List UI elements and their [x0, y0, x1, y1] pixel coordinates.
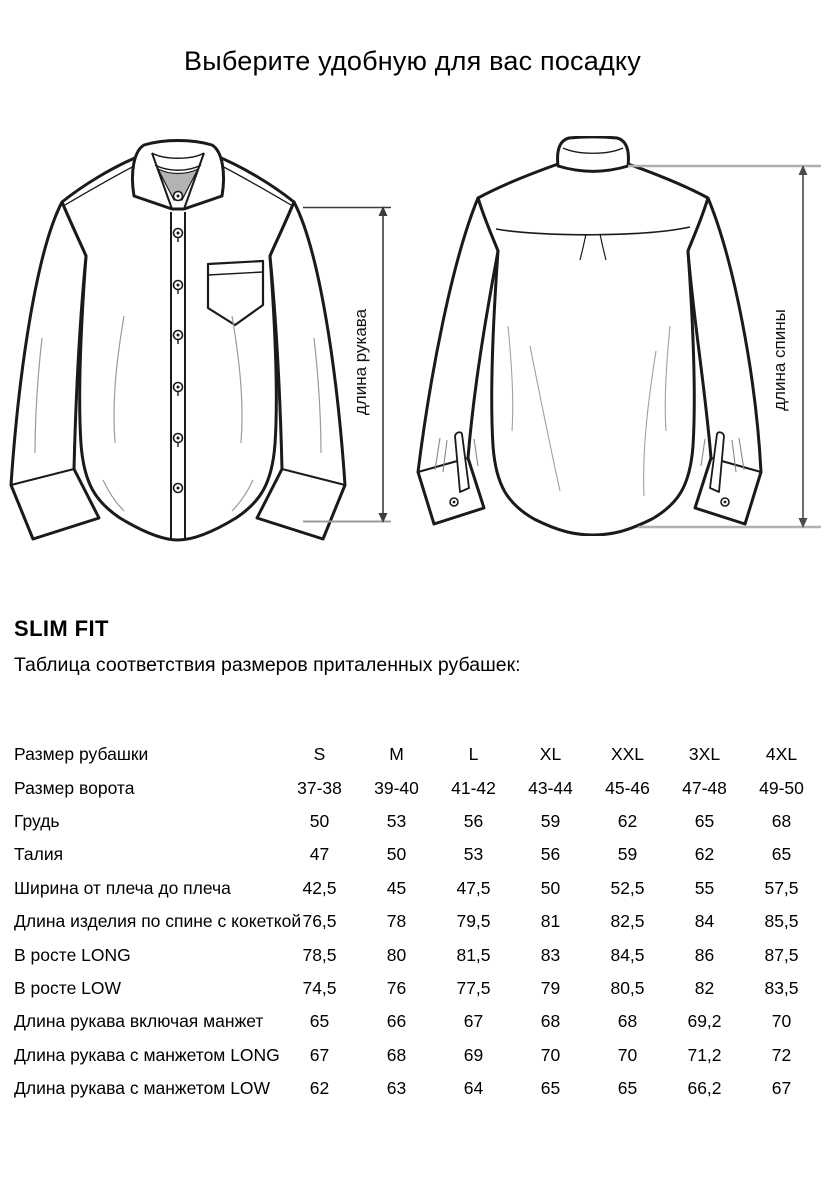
- row-label: Грудь: [14, 810, 60, 831]
- row-value: 81,5: [456, 944, 491, 965]
- row-value: 70: [540, 1044, 561, 1065]
- row-label: Длина рукава с манжетом LONG: [14, 1044, 280, 1065]
- row-value: 56: [540, 844, 561, 865]
- row-value: 69,2: [687, 1011, 722, 1032]
- row-value: 62: [694, 844, 715, 865]
- table-row: [14, 1039, 820, 1072]
- row-value: 74,5: [302, 977, 337, 998]
- row-value: 63: [386, 1078, 407, 1099]
- row-value: 49-50: [759, 777, 804, 798]
- row-value: 71,2: [687, 1044, 722, 1065]
- row-value: 47: [309, 844, 330, 865]
- table-row: [14, 905, 820, 938]
- size-table-body: [14, 738, 820, 1105]
- row-value: S: [313, 744, 326, 765]
- table-row: [14, 972, 820, 1005]
- row-value: 59: [617, 844, 638, 865]
- row-value: 86: [694, 944, 715, 965]
- row-value: 4XL: [765, 744, 798, 765]
- row-value: 83,5: [764, 977, 799, 998]
- row-value: 66,2: [687, 1078, 722, 1099]
- shirt-back-icon: [412, 136, 767, 536]
- row-value: 41-42: [451, 777, 496, 798]
- size-table: [14, 738, 820, 1105]
- row-value: 83: [540, 944, 561, 965]
- row-value: 82: [694, 977, 715, 998]
- row-value: 45: [386, 877, 407, 898]
- sleeve-length-label: длина рукава: [351, 308, 370, 416]
- row-value: 80: [386, 944, 407, 965]
- row-value: 68: [617, 1011, 638, 1032]
- table-row: [14, 838, 820, 871]
- row-value: 62: [309, 1078, 330, 1099]
- row-value: 65: [617, 1078, 638, 1099]
- row-label: Длина рукава включая манжет: [14, 1011, 264, 1032]
- row-value: 76,5: [302, 911, 337, 932]
- row-value: 59: [540, 810, 561, 831]
- row-value: 43-44: [528, 777, 573, 798]
- row-value: 62: [617, 810, 638, 831]
- table-row: [14, 938, 820, 971]
- row-value: 50: [540, 877, 561, 898]
- row-value: M: [389, 744, 404, 765]
- row-value: 80,5: [610, 977, 645, 998]
- row-value: 53: [386, 810, 407, 831]
- row-value: XL: [539, 744, 562, 765]
- row-value: 65: [694, 810, 715, 831]
- row-value: XXL: [610, 744, 645, 765]
- row-value: 67: [309, 1044, 330, 1065]
- table-row: [14, 1072, 820, 1105]
- row-label: В росте LONG: [14, 944, 131, 965]
- row-value: 85,5: [764, 911, 799, 932]
- table-row: [14, 872, 820, 905]
- row-value: 65: [771, 844, 792, 865]
- row-value: 42,5: [302, 877, 337, 898]
- row-value: 47-48: [682, 777, 727, 798]
- row-value: 70: [771, 1011, 792, 1032]
- row-value: 47,5: [456, 877, 491, 898]
- row-value: 55: [694, 877, 715, 898]
- row-value: 39-40: [374, 777, 419, 798]
- row-label: Талия: [14, 844, 64, 865]
- row-value: 68: [540, 1011, 561, 1032]
- page-title: Выберите удобную для вас посадку: [184, 46, 641, 76]
- row-value: 37-38: [297, 777, 342, 798]
- row-value: 84,5: [610, 944, 645, 965]
- row-value: 66: [386, 1011, 407, 1032]
- row-value: L: [468, 744, 479, 765]
- row-value: 84: [694, 911, 715, 932]
- row-value: 68: [386, 1044, 407, 1065]
- row-value: 82,5: [610, 911, 645, 932]
- row-value: 65: [540, 1078, 561, 1099]
- row-value: 53: [463, 844, 484, 865]
- shirt-front-icon: [6, 138, 350, 548]
- table-row: [14, 771, 820, 804]
- row-value: 76: [386, 977, 407, 998]
- row-label: Размер рубашки: [14, 744, 149, 765]
- row-value: 72: [771, 1044, 792, 1065]
- fit-heading: SLIM FIT: [14, 616, 109, 641]
- row-value: 65: [309, 1011, 330, 1032]
- back-length-label: длина спины: [770, 309, 789, 411]
- row-label: Ширина от плеча до плеча: [14, 877, 231, 898]
- row-value: 57,5: [764, 877, 799, 898]
- row-label: Размер ворота: [14, 777, 135, 798]
- row-value: 68: [771, 810, 792, 831]
- row-value: 50: [309, 810, 330, 831]
- row-value: 3XL: [688, 744, 721, 765]
- row-value: 45-46: [605, 777, 650, 798]
- row-value: 79: [540, 977, 561, 998]
- row-value: 77,5: [456, 977, 491, 998]
- row-value: 52,5: [610, 877, 645, 898]
- row-value: 64: [463, 1078, 484, 1099]
- row-value: 79,5: [456, 911, 491, 932]
- row-value: 69: [463, 1044, 484, 1065]
- row-label: Длина рукава с манжетом LOW: [14, 1078, 271, 1099]
- table-row: [14, 1005, 820, 1038]
- row-value: 78,5: [302, 944, 337, 965]
- row-value: 67: [771, 1078, 792, 1099]
- table-row: [14, 805, 820, 838]
- row-label: Длина изделия по спине с кокеткой: [14, 911, 302, 932]
- row-value: 78: [386, 911, 407, 932]
- row-value: 87,5: [764, 944, 799, 965]
- row-value: 50: [386, 844, 407, 865]
- row-value: 56: [463, 810, 484, 831]
- row-value: 70: [617, 1044, 638, 1065]
- row-value: 81: [540, 911, 561, 932]
- row-value: 67: [463, 1011, 484, 1032]
- table-subtitle: Таблица соответствия размеров приталенных рубашек:: [14, 654, 521, 676]
- row-label: В росте LOW: [14, 977, 122, 998]
- table-row: [14, 738, 820, 771]
